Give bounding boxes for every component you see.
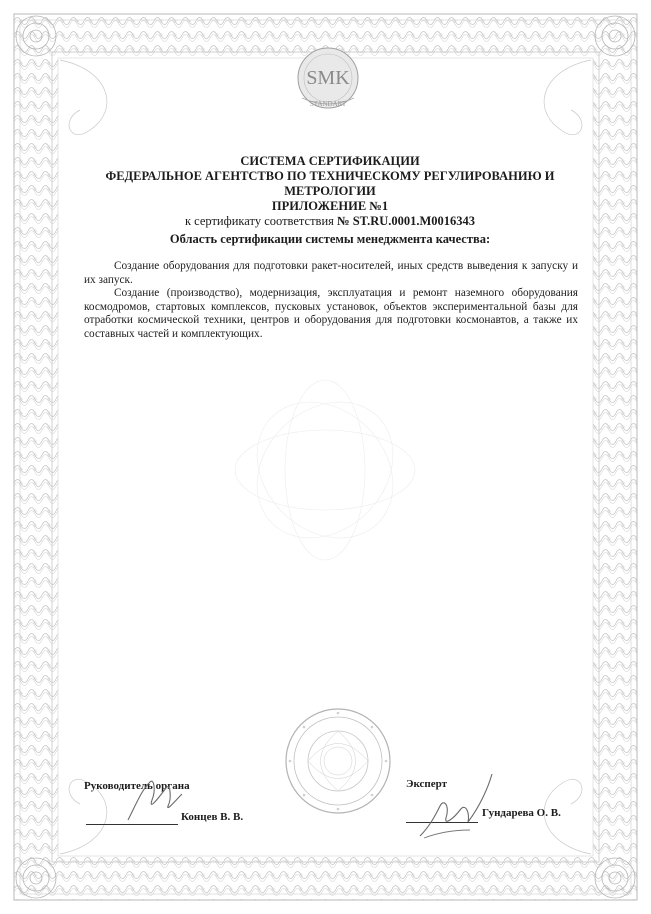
svg-text:SMK: SMK (306, 67, 350, 89)
certification-system-title: СИСТЕМА СЕРТИФИКАЦИИ (240, 154, 420, 168)
official-seal (283, 706, 393, 816)
certificate-prefix: к сертификату соответствия (184, 214, 338, 228)
certificate-reference (70, 214, 590, 229)
expert-handwritten-signature (410, 766, 505, 846)
svg-text:STANDART: STANDART (309, 100, 347, 108)
expert-label: Эксперт (406, 778, 448, 790)
scope-body (84, 260, 578, 342)
agency-title-line1: ФЕДЕРАЛЬНОЕ АГЕНТСТВО ПО ТЕХНИЧЕСКОМУ РЕГУЛИРОВАНИЮ И (105, 169, 555, 183)
head-name: Концев В. В. (181, 811, 244, 823)
agency-title-line2: МЕТРОЛОГИИ (284, 184, 376, 198)
head-of-body-label: Руководитель органа (84, 780, 190, 792)
scope-title: Область сертификации системы менеджмента качества: (169, 232, 491, 246)
appendix-title: ПРИЛОЖЕНИЕ №1 (271, 199, 389, 213)
head-handwritten-signature (120, 770, 190, 830)
scope-paragraph: Создание оборудования для подготовки ракет-носителей, иных средств выведения к запуску и их запуск. (84, 260, 578, 286)
smk-standart-logo (282, 44, 374, 116)
expert-name: Гундарева О. В. (482, 807, 561, 819)
scope-paragraph: Создание (производство), модернизация, эксплуатация и ремонт наземного оборудования космодромов, стартовых комплексов, пусковых установок, объектов экспериментальной базы для отработки космической техники, центров и оборудования для подготовки космонавтов, а также их составных частей и комплектующих. (84, 287, 578, 340)
certificate-number: № ST.RU.0001.M0016343 (337, 214, 476, 228)
